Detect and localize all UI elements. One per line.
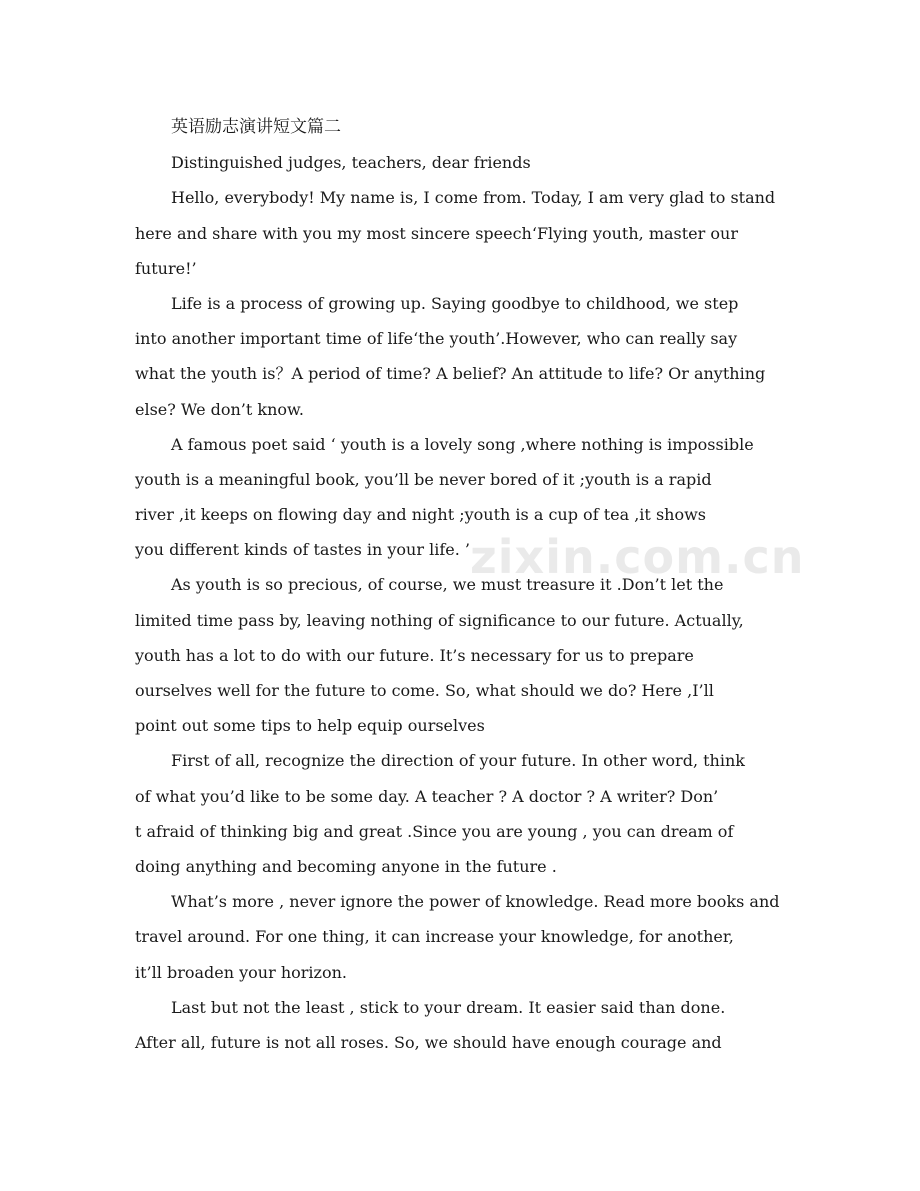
- text-line: river ,it keeps on flowing day and night ;youth is a cup of tea ,it shows: [135, 505, 706, 525]
- watermark: zixin.com.cn: [470, 530, 805, 584]
- document-title: 英语励志演讲短文篇二: [171, 117, 341, 137]
- text-line: doing anything and becoming anyone in the future .: [135, 856, 557, 876]
- text-line: what the youth is？A period of time? A belief? An attitude to life? Or anything: [135, 364, 766, 384]
- text-line: Hello, everybody! My name is, I come from. Today, I am very glad to stand: [171, 188, 776, 208]
- text-line: What’s more , never ignore the power of knowledge. Read more books and: [171, 892, 780, 912]
- text-line: youth is a meaningful book, you’ll be never bored of it ;youth is a rapid: [135, 469, 712, 489]
- text-line: After all, future is not all roses. So, we should have enough courage and: [135, 1032, 722, 1052]
- text-line: point out some tips to help equip ourselves: [135, 716, 485, 736]
- text-line: A famous poet said ‘ youth is a lovely song ,where nothing is impossible: [171, 434, 754, 454]
- text-line: limited time pass by, leaving nothing of significance to our future. Actually,: [135, 610, 744, 630]
- text-line: ourselves well for the future to come. So, what should we do? Here ,I’ll: [135, 681, 714, 700]
- text-line: travel around. For one thing, it can increase your knowledge, for another,: [135, 927, 734, 947]
- text-line: As youth is so precious, of course, we must treasure it .Don’t let the: [171, 575, 724, 595]
- text-line: it’ll broaden your horizon.: [135, 962, 347, 982]
- text-line: Life is a process of growing up. Saying goodbye to childhood, we step: [171, 293, 739, 313]
- text-line: here and share with you my most sincere speech‘Flying youth, master our: [135, 223, 738, 243]
- document-body: [135, 110, 835, 1060]
- text-line: of what you’d like to be some day. A teacher ? A doctor ? A writer? Don’: [135, 786, 719, 806]
- text-line: t afraid of thinking big and great .Since you are young , you can dream of: [135, 821, 734, 841]
- text-line: First of all, recognize the direction of your future. In other word, think: [171, 751, 745, 771]
- text-line: youth has a lot to do with our future. It’s necessary for us to prepare: [135, 645, 694, 665]
- text-line: into another important time of life‘the youth’.However, who can really say: [135, 329, 738, 349]
- text-line: else? We don’t know.: [135, 399, 304, 419]
- text-line: future!’: [135, 258, 197, 278]
- text-line: you different kinds of tastes in your life. ’: [135, 540, 470, 560]
- text-line: Last but not the least , stick to your dream. It easier said than done.: [171, 997, 726, 1017]
- salutation-line: Distinguished judges, teachers, dear friends: [171, 153, 531, 173]
